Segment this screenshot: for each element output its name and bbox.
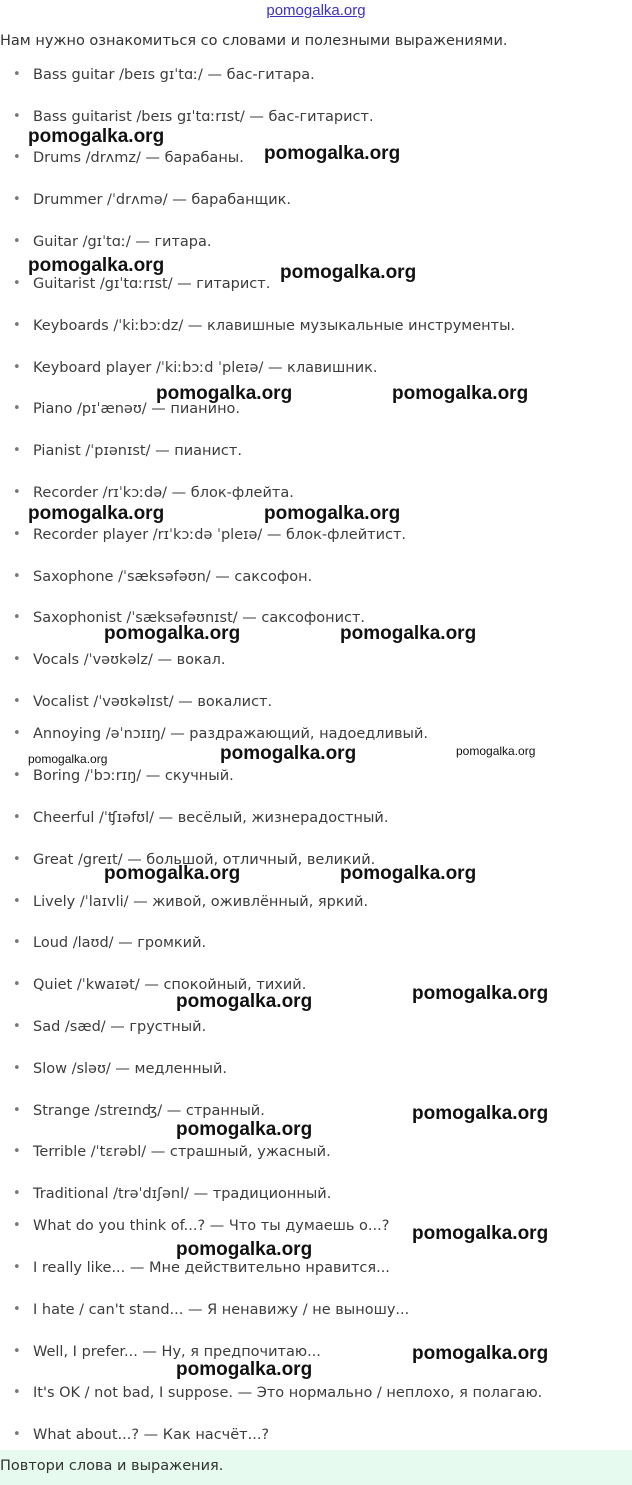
list-item-text: Sad /sæd/ — грустный. (33, 1019, 207, 1035)
list-item-text: Keyboard player /ˈkiːbɔːd ˈpleɪə/ — клавишник. (33, 360, 378, 376)
list-item-text: Vocals /ˈvəʊkəlz/ — вокал. (33, 652, 226, 668)
list-item-text: Recorder /rɪˈkɔːdə/ — блок-флейта. (33, 485, 294, 501)
bullet-icon: • (13, 67, 21, 82)
watermark-text: pomogalka.org (104, 863, 241, 884)
bullet-icon: • (13, 810, 21, 825)
list-item-text: Boring /ˈbɔːrɪŋ/ — скучный. (33, 768, 234, 784)
list-item-text: Great /greɪt/ — большой, отличный, великий. (33, 852, 376, 868)
list-item-text: Piano /pɪˈænəʊ/ — пианино. (33, 401, 241, 417)
watermark-text: pomogalka.org (456, 744, 536, 758)
bullet-icon: • (13, 894, 21, 909)
watermark-text: pomogalka.org (28, 126, 165, 147)
bullet-icon: • (13, 109, 21, 124)
watermark-text: pomogalka.org (412, 1343, 549, 1364)
list-item-text: Guitarist /gɪˈtɑːrɪst/ — гитарист. (33, 276, 271, 292)
bullet-icon: • (13, 1103, 21, 1118)
watermark-text: pomogalka.org (412, 1103, 549, 1124)
header-site-link[interactable]: pomogalka.org (266, 2, 366, 19)
list-item-text: Strange /streɪnʤ/ — странный. (33, 1103, 265, 1119)
bullet-icon: • (13, 569, 21, 584)
watermark-text: pomogalka.org (28, 255, 165, 276)
watermark-text: pomogalka.org (340, 623, 477, 644)
bullet-icon: • (13, 234, 21, 249)
bullet-icon: • (13, 1144, 21, 1159)
list-item-text: Well, I prefer... — Ну, я предпочитаю... (33, 1344, 321, 1360)
watermark-text: pomogalka.org (156, 383, 293, 404)
bullet-icon: • (13, 150, 21, 165)
footer-banner (0, 1450, 632, 1485)
list-item-text: Loud /laʊd/ — громкий. (33, 935, 207, 951)
bullet-icon: • (13, 1427, 21, 1442)
list-item-text: Pianist /ˈpɪənɪst/ — пианист. (33, 443, 242, 459)
bullet-icon: • (13, 1019, 21, 1034)
list-item-text: Drums /drʌmz/ — барабаны. (33, 150, 244, 166)
list-item-text: Drummer /ˈdrʌmə/ — барабанщик. (33, 192, 291, 208)
bullet-icon: • (13, 1186, 21, 1201)
bullet-icon: • (13, 1302, 21, 1317)
list-item-text: I hate / can't stand... — Я ненавижу / не выношу... (33, 1302, 410, 1318)
bullet-icon: • (13, 852, 21, 867)
bullet-icon: • (13, 1344, 21, 1359)
list-item-text: Bass guitar /beɪs gɪˈtɑː/ — бас-гитара. (33, 67, 315, 83)
watermark-text: pomogalka.org (104, 623, 241, 644)
list-item-text: It's OK / not bad, I suppose. — Это нормально / неплохо, я полагаю. (33, 1385, 543, 1401)
bullet-icon: • (13, 276, 21, 291)
bullet-icon: • (13, 726, 21, 741)
bullet-icon: • (13, 652, 21, 667)
bullet-icon: • (13, 485, 21, 500)
bullet-icon: • (13, 1260, 21, 1275)
watermark-text: pomogalka.org (340, 863, 477, 884)
list-item-text: Quiet /ˈkwaɪət/ — спокойный, тихий. (33, 977, 307, 993)
watermark-text: pomogalka.org (28, 752, 108, 766)
watermark-text: pomogalka.org (264, 143, 401, 164)
list-item-text: Traditional /trəˈdɪʃənl/ — традиционный. (33, 1186, 332, 1202)
bullet-icon: • (13, 694, 21, 709)
list-item-text: Bass guitarist /beɪs gɪˈtɑːrɪst/ — бас-гитарист. (33, 109, 374, 125)
list-item-text: Lively /ˈlaɪvli/ — живой, оживлённый, яркий. (33, 894, 369, 910)
list-item-text: What about...? — Как насчёт...? (33, 1427, 270, 1443)
watermark-text: pomogalka.org (392, 383, 529, 404)
list-item-text: Vocalist /ˈvəʊkəlɪst/ — вокалист. (33, 694, 273, 710)
bullet-icon: • (13, 768, 21, 783)
bullet-icon: • (13, 935, 21, 950)
list-item-text: Keyboards /ˈkiːbɔːdz/ — клавишные музыкальные инструменты. (33, 318, 516, 334)
list-item-text: Terrible /ˈtɛrəbl/ — страшный, ужасный. (33, 1144, 331, 1160)
intro-text: Нам нужно ознакомиться со словами и полезными выражениями. (0, 33, 508, 49)
list-item-text: Slow /sləʊ/ — медленный. (33, 1061, 228, 1077)
bullet-icon: • (13, 318, 21, 333)
footer-text: Повтори слова и выражения. (0, 1458, 224, 1474)
watermark-text: pomogalka.org (412, 983, 549, 1004)
list-item-text: Annoying /əˈnɔɪɪŋ/ — раздражающий, надоедливый. (33, 726, 429, 742)
list-item-text: Guitar /gɪˈtɑː/ — гитара. (33, 234, 212, 250)
bullet-icon: • (13, 610, 21, 625)
bullet-icon: • (13, 192, 21, 207)
list-item-text: Cheerful /ˈʧɪəfʊl/ — весёлый, жизнерадостный. (33, 810, 389, 826)
watermark-text: pomogalka.org (176, 991, 313, 1012)
bullet-icon: • (13, 401, 21, 416)
bullet-icon: • (13, 360, 21, 375)
watermark-text: pomogalka.org (28, 503, 165, 524)
list-item-text: Recorder player /rɪˈkɔːdə ˈpleɪə/ — блок-флейтист. (33, 527, 407, 543)
bullet-icon: • (13, 527, 21, 542)
list-item-text: What do you think of...? — Что ты думаешь о...? (33, 1218, 390, 1234)
bullet-icon: • (13, 1218, 21, 1233)
watermark-text: pomogalka.org (264, 503, 401, 524)
list-item-text: Saxophone /ˈsæksəfəʊn/ — саксофон. (33, 569, 313, 585)
watermark-text: pomogalka.org (412, 1223, 549, 1244)
watermark-text: pomogalka.org (176, 1119, 313, 1140)
watermark-text: pomogalka.org (176, 1239, 313, 1260)
bullet-icon: • (13, 1061, 21, 1076)
watermark-text: pomogalka.org (220, 743, 357, 764)
bullet-icon: • (13, 1385, 21, 1400)
watermark-text: pomogalka.org (280, 262, 417, 283)
list-item-text: Saxophonist /ˈsæksəfəʊnɪst/ — саксофонист. (33, 610, 366, 626)
list-item-text: I really like... — Мне действительно нравится... (33, 1260, 390, 1276)
bullet-icon: • (13, 443, 21, 458)
bullet-icon: • (13, 977, 21, 992)
watermark-text: pomogalka.org (176, 1359, 313, 1380)
